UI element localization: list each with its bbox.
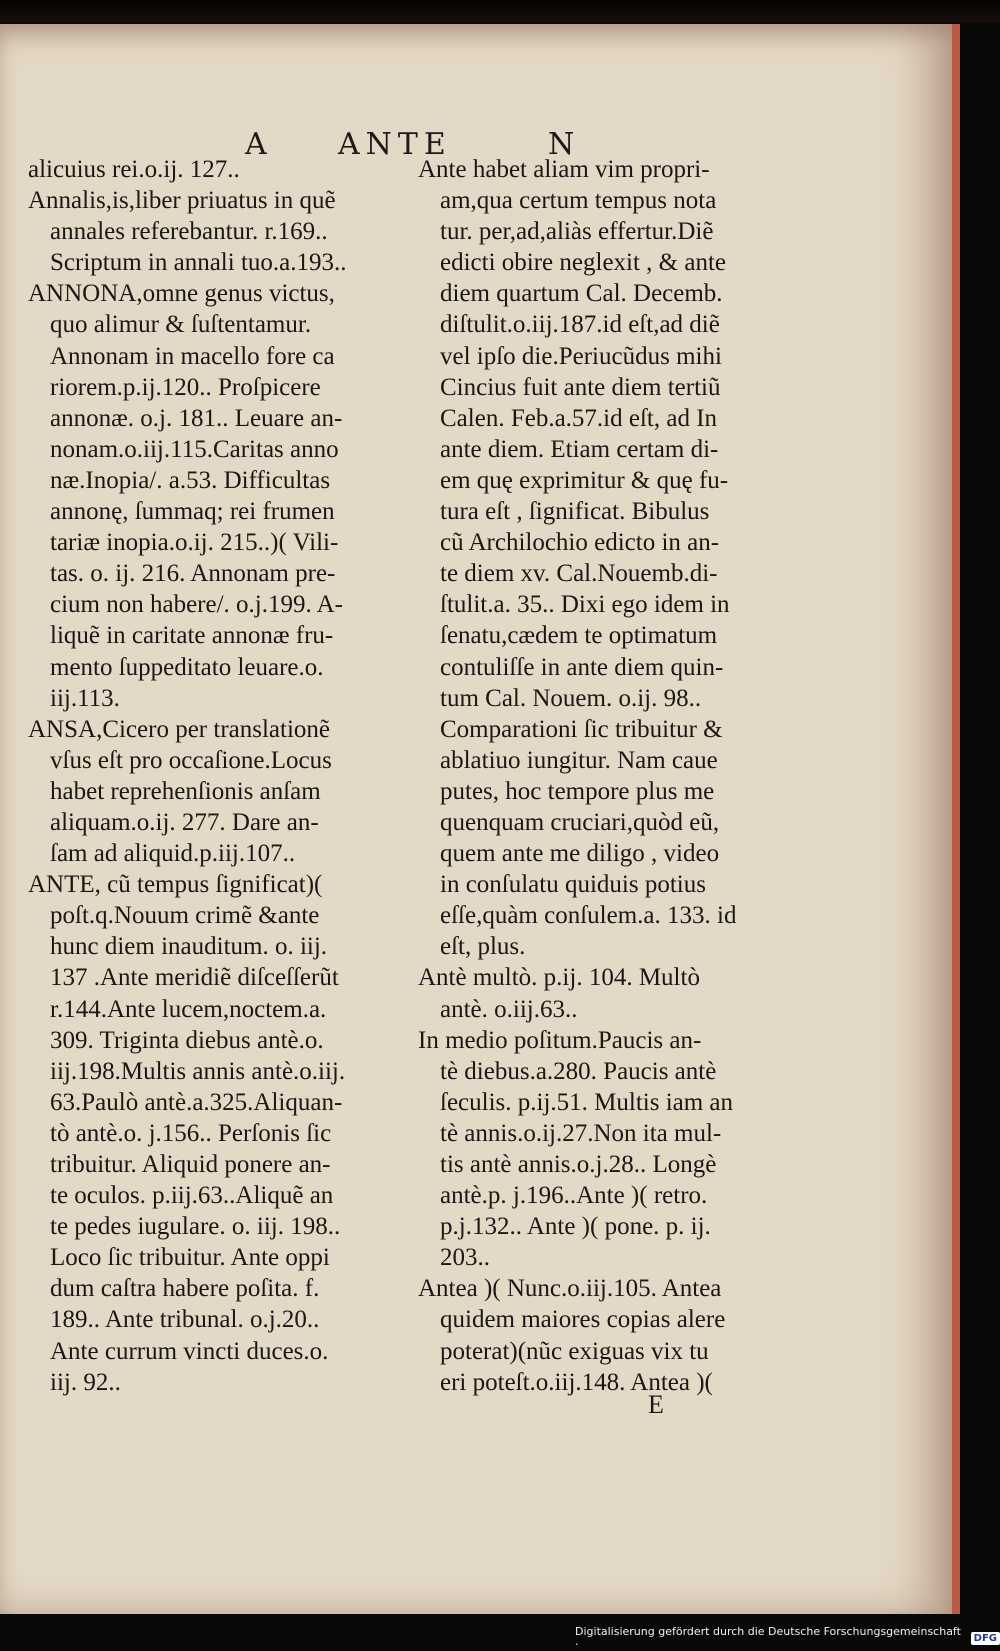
- text-line: tis antè annis.o.j.28.. Longè: [440, 1151, 717, 1178]
- text-line: p.j.132.. Ante )( pone. p. ij.: [440, 1213, 711, 1241]
- text-line: vel ipſo die.Periucũdus mihi: [440, 342, 722, 370]
- right-text-column: [418, 154, 808, 1398]
- text-line: ſenatu,cædem te optimatum: [440, 622, 718, 650]
- text-line: iij. 92..: [50, 1368, 121, 1396]
- text-line: contuliſſe in ante diem quin-: [440, 653, 724, 681]
- text-line: Cincius fuit ante diem tertiũ: [440, 373, 721, 401]
- text-line: Annalis,is,liber priuatus in quẽ: [28, 187, 336, 215]
- text-line: mento ſuppeditato leuare.o.: [50, 653, 324, 681]
- text-line: em quę exprimitur & quę fu-: [440, 466, 729, 494]
- text-line: næ.Inopia/. a.53. Difficultas: [50, 466, 331, 494]
- text-line: eri poteſt.o.iij.148. Antea )(: [440, 1368, 713, 1396]
- text-line: ſam ad aliquid.p.iij.107..: [50, 840, 296, 868]
- text-line: te diem xv. Cal.Nouemb.di-: [440, 560, 718, 588]
- text-line: hunc diem inauditum. o. iij.: [50, 933, 328, 961]
- text-line: ANNONA,omne genus victus,: [28, 280, 335, 308]
- text-line: tur. per,ad,aliàs effertur.Diẽ: [440, 218, 714, 246]
- text-line: poterat)(nũc exiguas vix tu: [440, 1337, 709, 1365]
- footer-text: Digitalisierung gefördert durch die Deutsche Forschungsgemeinschaft ·: [575, 1625, 961, 1651]
- text-line: riorem.p.ij.120.. Proſpicere: [50, 373, 321, 401]
- digitization-footer: [575, 1627, 1000, 1649]
- text-line: quem ante me diligo , video: [440, 840, 720, 868]
- text-line: r.144.Ante lucem,noctem.a.: [50, 995, 327, 1023]
- text-line: quenquam cruciari,quòd eũ,: [440, 808, 720, 836]
- text-line: ANSA,Cicero per translationẽ: [28, 715, 331, 743]
- text-line: tura eſt , ſignificat. Bibulus: [440, 498, 710, 526]
- text-line: quo alimur & ſuſtentamur.: [50, 311, 312, 339]
- text-line: ſeculis. p.ij.51. Multis iam an: [440, 1088, 734, 1116]
- text-line: tas. o. ij. 216. Annonam pre-: [50, 560, 336, 588]
- text-line: Ante habet aliam vim propri-: [418, 156, 710, 183]
- text-line: iij.113.: [50, 684, 120, 712]
- text-line: Annonam in macello fore ca: [50, 342, 335, 370]
- text-line: Ante currum vincti duces.o.: [50, 1337, 329, 1365]
- text-line: tribuitur. Aliquid ponere an-: [50, 1151, 331, 1178]
- text-line: quidem maiores copias alere: [440, 1306, 726, 1334]
- text-line: cũ Archilochio edicto in an-: [440, 529, 720, 557]
- text-line: dum caſtra habere poſita. f.: [50, 1275, 320, 1303]
- text-line: vſus eſt pro occaſione.Locus: [50, 746, 332, 774]
- text-line: eſſe,quàm conſulem.a. 133. id: [440, 902, 737, 930]
- text-line: te oculos. p.iij.63..Aliquẽ an: [50, 1182, 334, 1210]
- text-line: tè annis.o.ij.27.Non ita mul-: [440, 1119, 722, 1147]
- text-line: cium non habere/. o.j.199. A-: [50, 591, 343, 619]
- book-page: [0, 24, 960, 1614]
- running-head-title: ANTE: [338, 127, 452, 162]
- text-line: 63.Paulò antè.a.325.Aliquan-: [50, 1088, 343, 1116]
- scan-top-edge: [0, 0, 1000, 22]
- text-line: habet reprehenſionis anſam: [50, 777, 321, 805]
- text-line: alicuius rei.o.ij. 127..: [28, 156, 240, 183]
- running-head-left-letter: A: [245, 127, 269, 162]
- text-line: 203..: [440, 1244, 490, 1272]
- text-line: putes, hoc tempore plus me: [440, 777, 715, 805]
- text-line: ante diem. Etiam certam di-: [440, 435, 719, 463]
- text-line: Calen. Feb.a.57.id eſt, ad In: [440, 404, 718, 432]
- text-line: tè diebus.a.280. Paucis antè: [440, 1057, 717, 1085]
- text-line: ablatiuo iungitur. Nam caue: [440, 746, 718, 774]
- dfg-logo: DFG: [971, 1632, 1000, 1645]
- text-line: 137 .Ante meridiẽ diſceſſerũt: [50, 964, 339, 992]
- text-line: tum Cal. Nouem. o.ij. 98..: [440, 684, 702, 712]
- text-line: annales referebantur. r.169..: [50, 218, 328, 246]
- text-line: Antea )( Nunc.o.iij.105. Antea: [418, 1275, 722, 1303]
- text-line: antè.p. j.196..Ante )( retro.: [440, 1182, 708, 1210]
- text-line: am,qua certum tempus nota: [440, 187, 717, 215]
- text-line: nonam.o.iij.115.Caritas anno: [50, 435, 339, 463]
- text-line: eſt, plus.: [440, 933, 526, 961]
- text-line: Antè multò. p.ij. 104. Multò: [418, 964, 700, 992]
- text-line: diem quartum Cal. Decemb.: [440, 280, 723, 308]
- text-line: te pedes iugulare. o. iij. 198..: [50, 1213, 341, 1241]
- text-line: annonæ. o.j. 181.. Leuare an-: [50, 404, 343, 432]
- text-line: ANTE, cũ tempus ſignificat)(: [28, 871, 323, 899]
- signature-mark: E: [648, 1390, 664, 1419]
- text-line: tariæ inopia.o.ij. 215..)( Vili-: [50, 529, 339, 557]
- text-line: annonę, ſummaq; rei frumen: [50, 498, 335, 526]
- text-line: iij.198.Multis annis antè.o.iij.: [50, 1057, 346, 1085]
- text-line: ſtulit.a. 35.. Dixi ego idem in: [440, 591, 730, 619]
- running-head-right-letter: N: [548, 127, 577, 162]
- text-line: edicti obire neglexit , & ante: [440, 249, 727, 277]
- text-line: diſtulit.o.iij.187.id eſt,ad diẽ: [440, 311, 720, 339]
- left-text-column: [28, 154, 406, 1398]
- text-line: aliquam.o.ij. 277. Dare an-: [50, 808, 319, 836]
- text-line: antè. o.iij.63..: [440, 995, 578, 1023]
- text-line: In medio poſitum.Paucis an-: [418, 1026, 702, 1054]
- text-line: in conſulatu quiduis potius: [440, 871, 706, 899]
- text-line: liquẽ in caritate annonæ fru-: [50, 622, 334, 650]
- text-line: tò antè.o. j.156.. Perſonis ſic: [50, 1119, 332, 1147]
- text-line: 189.. Ante tribunal. o.j.20..: [50, 1306, 320, 1334]
- text-line: Comparationi ſic tribuitur &: [440, 715, 723, 743]
- text-line: poſt.q.Nouum crimẽ &ante: [50, 902, 320, 930]
- text-line: Loco ſic tribuitur. Ante oppi: [50, 1244, 330, 1272]
- text-line: 309. Triginta diebus antè.o.: [50, 1026, 324, 1054]
- text-line: Scriptum in annali tuo.a.193..: [50, 249, 347, 277]
